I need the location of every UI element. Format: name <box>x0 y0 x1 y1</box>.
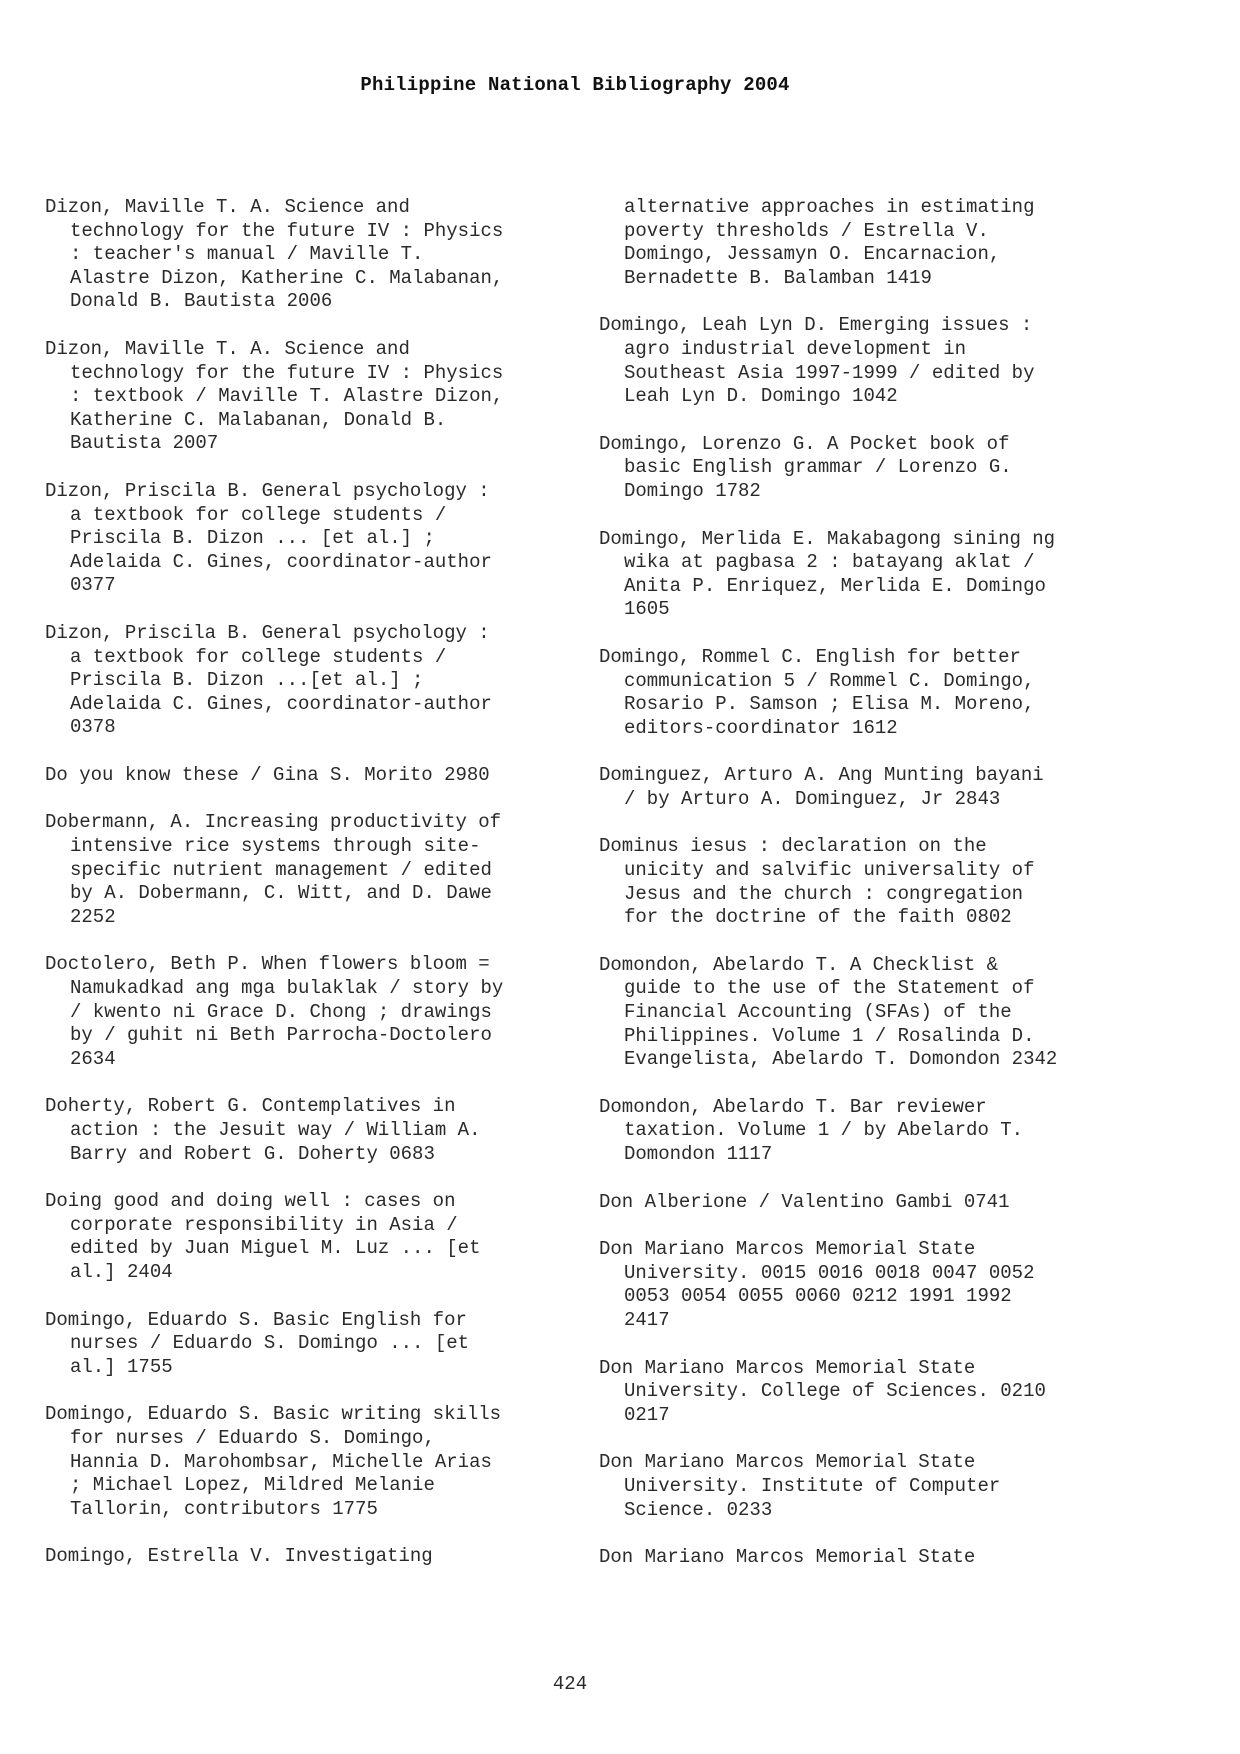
bib-entry: Don Mariano Marcos Memorial State University. Institute of Computer Science. 0233 <box>599 1451 1001 1521</box>
bib-entry: Dominguez, Arturo A. Ang Munting bayani / by Arturo A. Dominguez, Jr 2843 <box>599 764 1044 810</box>
bib-entry: Don Alberione / Valentino Gambi 0741 <box>599 1190 1010 1213</box>
bib-entry: Domingo, Rommel C. English for better communication 5 / Rommel C. Domingo, Rosario P. Samson ; Elisa M. Moreno, editors-coordinator 1612 <box>599 645 1035 739</box>
bib-entry: Doctolero, Beth P. When flowers bloom = Namukadkad ang mga bulaklak / story by / kwento ni Grace D. Chong ; drawings by / guhit ni Beth Parrocha-Doctolero 2634 <box>45 953 504 1070</box>
bib-entry: Doing good and doing well : cases on corporate responsibility in Asia / edited by Juan Miguel M. Luz ... [et al.] 2404 <box>45 1190 481 1283</box>
page-title: Philippine National Bibliography 2004 <box>360 74 790 96</box>
bib-entry-continuation: alternative approaches in estimating poverty thresholds / Estrella V. Domingo, Jessamyn O. Encarnacion, Bernadette B. Balamban 1419 <box>624 196 1035 289</box>
bib-entry: Dizon, Priscila B. General psychology : a textbook for college students / Priscila B. Dizon ...[et al.] ; Adelaida C. Gines, coordinator-author 0378 <box>45 621 492 739</box>
bib-entry: Don Mariano Marcos Memorial State University. College of Sciences. 0210 0217 <box>599 1356 1046 1426</box>
bib-entry: Dominus iesus : declaration on the unicity and salvific universality of Jesus and the church : congregation for the doctrine of the faith 0802 <box>599 835 1035 929</box>
bib-entry: Don Mariano Marcos Memorial State University. 0015 0016 0018 0047 0052 0053 0054 0055 0060 0212 1991 1992 2417 <box>599 1238 1035 1331</box>
bib-entry: Domingo, Lorenzo G. A Pocket book of basic English grammar / Lorenzo G. Domingo 1782 <box>599 432 1012 502</box>
bib-entry: Domingo, Eduardo S. Basic English for nurses / Eduardo S. Domingo ... [et al.] 1755 <box>45 1308 470 1378</box>
bib-entry: Domondon, Abelardo T. Bar reviewer taxation. Volume 1 / by Abelardo T. Domondon 1117 <box>599 1095 1024 1165</box>
bib-entry: Domingo, Merlida E. Makabagong sining ng wika at pagbasa 2 : batayang aklat / Anita P. Enriquez, Merlida E. Domingo 1605 <box>599 527 1056 621</box>
bib-entry: Domondon, Abelardo T. A Checklist & guide to the use of the Statement of Financial Accounting (SFAs) of the Philippines. Volume 1 / Rosalinda D. Evangelista, Abelardo T. Domondon 2342 <box>599 953 1058 1071</box>
bib-entry: Domingo, Leah Lyn D. Emerging issues : agro industrial development in Southeast Asia 1997-1999 / edited by Leah Lyn D. Domingo 1042 <box>599 314 1035 408</box>
right-column <box>599 196 1139 1594</box>
bib-entry: Dizon, Maville T. A. Science and technology for the future IV : Physics : teacher's manual / Maville T. Alastre Dizon, Katherine C. Malabanan, Donald B. Bautista 2006 <box>45 196 504 313</box>
bib-entry: Doherty, Robert G. Contemplatives in action : the Jesuit way / William A. Barry and Robert G. Doherty 0683 <box>45 1095 481 1165</box>
bib-entry: Domingo, Estrella V. Investigating <box>45 1545 433 1568</box>
bib-entry: Dobermann, A. Increasing productivity of intensive rice systems through site- specific nutrient management / edited by A. Dobermann, C. Witt, and D. Dawe 2252 <box>45 811 502 928</box>
page-number: 424 <box>552 1673 588 1695</box>
bib-entry: Dizon, Maville T. A. Science and technology for the future IV : Physics : textbook / Maville T. Alastre Dizon, Katherine C. Malabanan, Donald B. Bautista 2007 <box>45 337 504 455</box>
bib-entry: Do you know these / Gina S. Morito 2980 <box>45 763 490 786</box>
left-column <box>45 196 585 1593</box>
bib-entry: Don Mariano Marcos Memorial State <box>599 1546 976 1569</box>
bib-entry: Domingo, Eduardo S. Basic writing skills for nurses / Eduardo S. Domingo, Hannia D. Marohombsar, Michelle Arias ; Michael Lopez, Mildred Melanie Tallorin, contributors 1775 <box>45 1403 502 1520</box>
bib-entry: Dizon, Priscila B. General psychology : a textbook for college students / Priscila B. Dizon ... [et al.] ; Adelaida C. Gines, coordinator-author 0377 <box>45 479 492 597</box>
